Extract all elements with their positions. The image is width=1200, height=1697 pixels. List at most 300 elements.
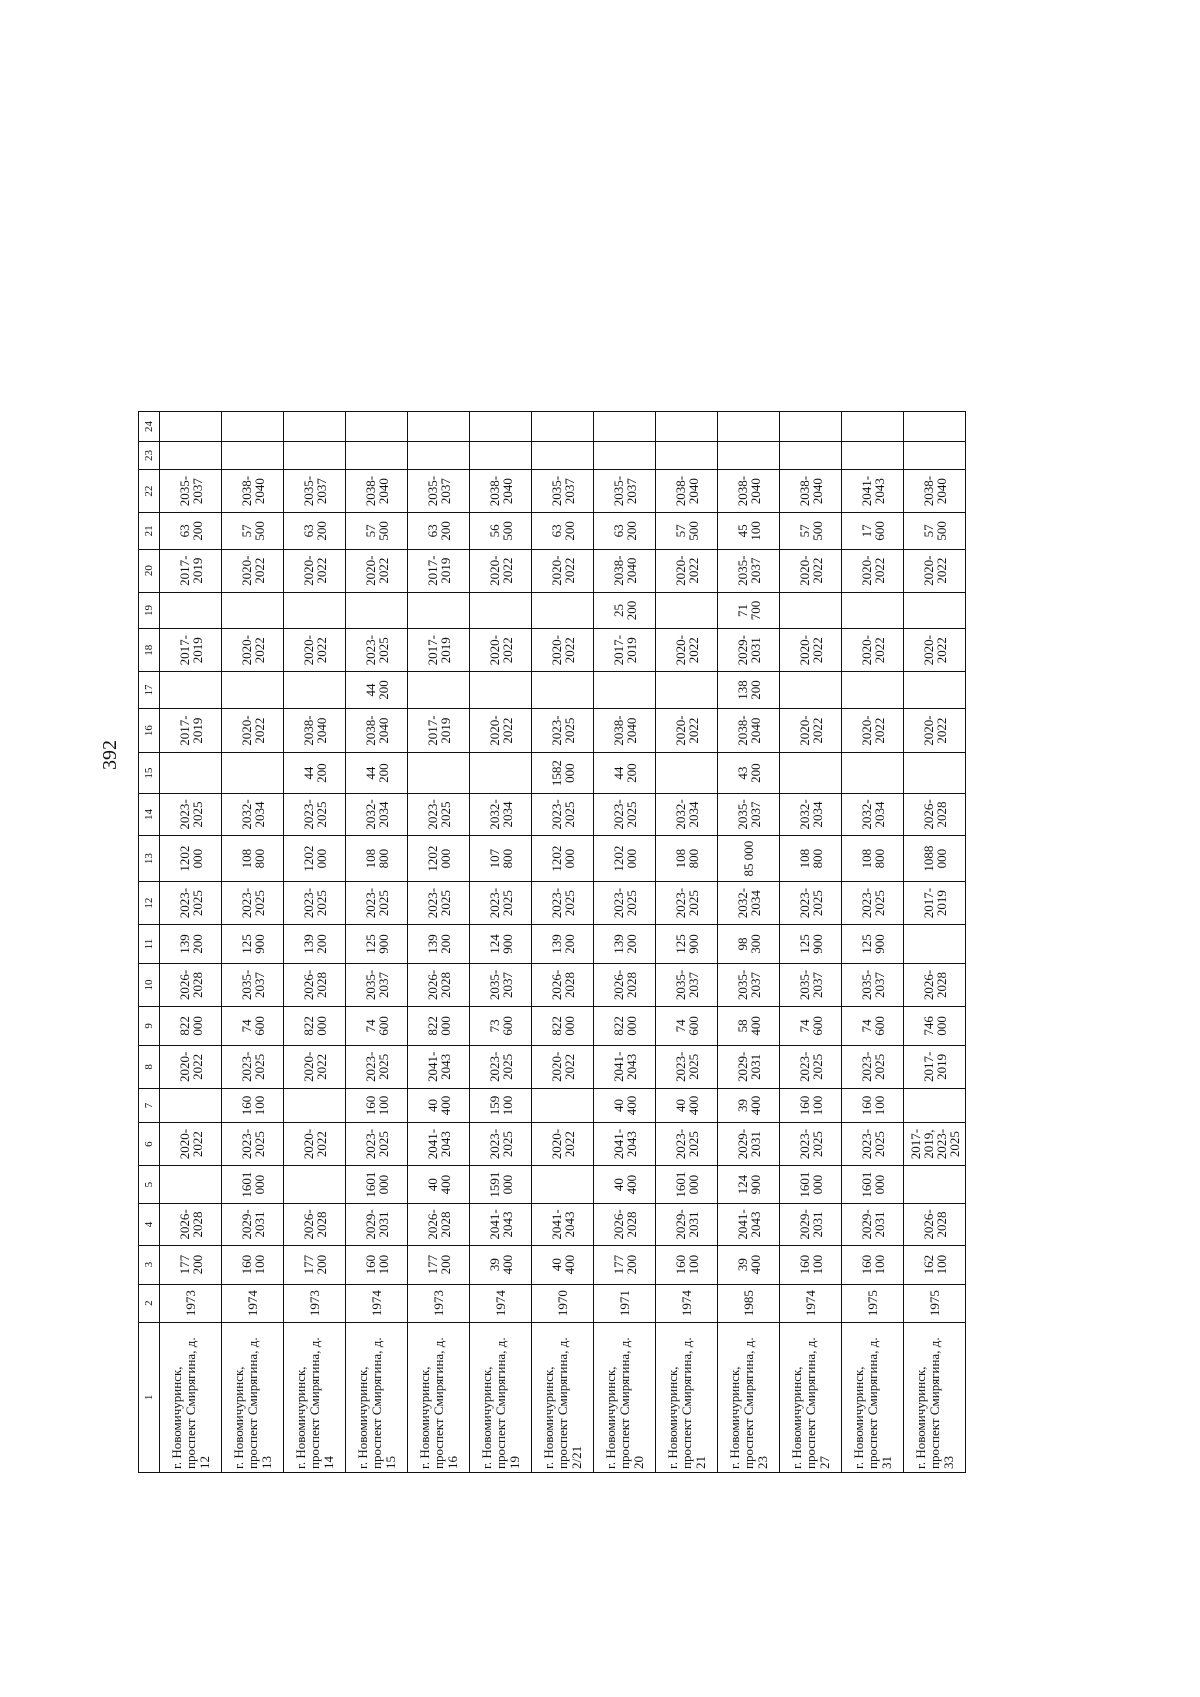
table-cell-col-8: 2023-2025 bbox=[346, 1045, 408, 1088]
column-number-15: 15 bbox=[139, 753, 160, 793]
table-cell-col-5: 1601 000 bbox=[222, 1166, 284, 1204]
table-cell-col-12: 2023-2025 bbox=[532, 882, 594, 925]
table-cell-col-11: 139 200 bbox=[160, 925, 222, 964]
table-cell-col-10: 2026-2028 bbox=[160, 963, 222, 1006]
table-cell-col-9: 822 000 bbox=[284, 1007, 346, 1046]
table-cell-col-3: 177 200 bbox=[408, 1245, 470, 1284]
table-cell-col-20: 2020-2022 bbox=[656, 549, 718, 592]
table-cell-col-16: 2020-2022 bbox=[222, 708, 284, 753]
table-cell-col-9: 822 000 bbox=[532, 1007, 594, 1046]
table-cell-col-9: 74 600 bbox=[842, 1007, 904, 1046]
table-cell-col-18: 2020-2022 bbox=[656, 629, 718, 672]
table-cell-col-7: 160 100 bbox=[842, 1088, 904, 1122]
table-cell-col-14: 2032-2034 bbox=[842, 793, 904, 835]
table-cell-col-19: 25 200 bbox=[594, 592, 656, 628]
table-cell-col-21: 63 200 bbox=[408, 513, 470, 549]
table-cell-col-17: 44 200 bbox=[346, 672, 408, 708]
column-number-13: 13 bbox=[139, 836, 160, 882]
table-cell-col-14: 2032-2034 bbox=[346, 793, 408, 835]
table-cell-col-8: 2020-2022 bbox=[284, 1045, 346, 1088]
table-cell-col-4: 2026-2028 bbox=[594, 1204, 656, 1246]
table-cell-col-16: 2020-2022 bbox=[656, 708, 718, 753]
table-cell-col-2: 1974 bbox=[470, 1284, 532, 1322]
table-cell-col-14: 2023-2025 bbox=[284, 793, 346, 835]
table-cell-col-23 bbox=[160, 441, 222, 469]
table-cell-col-8: 2041-2043 bbox=[408, 1045, 470, 1088]
table-cell-col-15 bbox=[780, 753, 842, 793]
table-row bbox=[408, 412, 470, 1473]
table-cell-col-8: 2029-2031 bbox=[718, 1045, 780, 1088]
table-cell-col-21: 57 500 bbox=[904, 513, 966, 549]
address-cell: г. Новомичуринск, проспект Смирягина, д. 33 bbox=[904, 1322, 966, 1472]
table-cell-col-19 bbox=[532, 592, 594, 628]
column-number-16: 16 bbox=[139, 708, 160, 753]
table-cell-col-6: 2023-2025 bbox=[656, 1123, 718, 1166]
table-cell-col-21: 57 500 bbox=[222, 513, 284, 549]
address-cell: г. Новомичуринск, проспект Смирягина, д. 20 bbox=[594, 1322, 656, 1472]
table-cell-col-4: 2029-2031 bbox=[346, 1204, 408, 1246]
page-number: 392 bbox=[99, 740, 121, 770]
table-cell-col-3: 39 400 bbox=[718, 1245, 780, 1284]
column-number-18: 18 bbox=[139, 629, 160, 672]
table-cell-col-15 bbox=[408, 753, 470, 793]
table-cell-col-2: 1973 bbox=[408, 1284, 470, 1322]
table-cell-col-11: 98 300 bbox=[718, 925, 780, 964]
table-cell-col-10: 2035-2037 bbox=[718, 963, 780, 1006]
table-cell-col-3: 177 200 bbox=[594, 1245, 656, 1284]
table-cell-col-13: 108 800 bbox=[346, 836, 408, 882]
table-cell-col-4: 2026-2028 bbox=[284, 1204, 346, 1246]
table-cell-col-12: 2032-2034 bbox=[718, 882, 780, 925]
table-cell-col-14: 2023-2025 bbox=[160, 793, 222, 835]
table-cell-col-19 bbox=[470, 592, 532, 628]
table-cell-col-19 bbox=[160, 592, 222, 628]
column-number-22: 22 bbox=[139, 470, 160, 513]
table-cell-col-20: 2038-2040 bbox=[594, 549, 656, 592]
table-cell-col-10: 2035-2037 bbox=[842, 963, 904, 1006]
table-cell-col-4: 2041-2043 bbox=[532, 1204, 594, 1246]
table-cell-col-2: 1985 bbox=[718, 1284, 780, 1322]
table-cell-col-22: 2038-2040 bbox=[904, 470, 966, 513]
table-row bbox=[904, 412, 966, 1473]
table-cell-col-13: 108 800 bbox=[656, 836, 718, 882]
table-row bbox=[842, 412, 904, 1473]
table-cell-col-23 bbox=[780, 441, 842, 469]
table-cell-col-3: 160 100 bbox=[656, 1245, 718, 1284]
table-cell-col-20: 2020-2022 bbox=[470, 549, 532, 592]
table-cell-col-9: 74 600 bbox=[656, 1007, 718, 1046]
table-cell-col-19 bbox=[656, 592, 718, 628]
table-cell-col-18: 2020-2022 bbox=[222, 629, 284, 672]
table-row bbox=[160, 412, 222, 1473]
table-cell-col-3: 160 100 bbox=[842, 1245, 904, 1284]
table-cell-col-22: 2038-2040 bbox=[718, 470, 780, 513]
repair-schedule-table bbox=[138, 411, 966, 1473]
table-cell-col-2: 1971 bbox=[594, 1284, 656, 1322]
table-cell-col-13: 1202 000 bbox=[594, 836, 656, 882]
table-cell-col-9: 746 000 bbox=[904, 1007, 966, 1046]
table-cell-col-16: 2017-2019 bbox=[408, 708, 470, 753]
table-cell-col-18: 2017-2019 bbox=[408, 629, 470, 672]
table-cell-col-19 bbox=[346, 592, 408, 628]
table-cell-col-12: 2023-2025 bbox=[222, 882, 284, 925]
table-cell-col-12: 2023-2025 bbox=[470, 882, 532, 925]
table-cell-col-11 bbox=[904, 925, 966, 964]
table-cell-col-22: 2038-2040 bbox=[346, 470, 408, 513]
table-cell-col-14: 2032-2034 bbox=[656, 793, 718, 835]
table-cell-col-17 bbox=[904, 672, 966, 708]
table-cell-col-5: 1601 000 bbox=[656, 1166, 718, 1204]
table-cell-col-17 bbox=[470, 672, 532, 708]
table-cell-col-14: 2023-2025 bbox=[532, 793, 594, 835]
table-cell-col-2: 1975 bbox=[842, 1284, 904, 1322]
table-cell-col-21: 63 200 bbox=[284, 513, 346, 549]
table-cell-col-17 bbox=[408, 672, 470, 708]
table-cell-col-22: 2035-2037 bbox=[532, 470, 594, 513]
table-cell-col-9: 822 000 bbox=[160, 1007, 222, 1046]
table-cell-col-5: 1591 000 bbox=[470, 1166, 532, 1204]
table-cell-col-18: 2017-2019 bbox=[594, 629, 656, 672]
table-cell-col-19: 71 700 bbox=[718, 592, 780, 628]
table-cell-col-17 bbox=[222, 672, 284, 708]
table-cell-col-24 bbox=[160, 412, 222, 442]
table-cell-col-8: 2023-2025 bbox=[656, 1045, 718, 1088]
table-cell-col-7 bbox=[284, 1088, 346, 1122]
table-cell-col-4: 2041-2043 bbox=[470, 1204, 532, 1246]
table-cell-col-18: 2020-2022 bbox=[904, 629, 966, 672]
table-cell-col-13: 1088 000 bbox=[904, 836, 966, 882]
table-cell-col-2: 1973 bbox=[160, 1284, 222, 1322]
table-cell-col-2: 1973 bbox=[284, 1284, 346, 1322]
address-cell: г. Новомичуринск, проспект Смирягина, д. 21 bbox=[656, 1322, 718, 1472]
table-cell-col-7: 40 400 bbox=[594, 1088, 656, 1122]
table-cell-col-2: 1974 bbox=[346, 1284, 408, 1322]
column-number-20: 20 bbox=[139, 549, 160, 592]
address-cell: г. Новомичуринск, проспект Смирягина, д. 16 bbox=[408, 1322, 470, 1472]
table-cell-col-10: 2026-2028 bbox=[904, 963, 966, 1006]
column-number-14: 14 bbox=[139, 793, 160, 835]
table-cell-col-4: 2029-2031 bbox=[780, 1204, 842, 1246]
table-cell-col-9: 74 600 bbox=[222, 1007, 284, 1046]
table-cell-col-15 bbox=[470, 753, 532, 793]
table-cell-col-14: 2032-2034 bbox=[470, 793, 532, 835]
table-cell-col-12: 2023-2025 bbox=[780, 882, 842, 925]
table-cell-col-21: 63 200 bbox=[160, 513, 222, 549]
table-cell-col-24 bbox=[656, 412, 718, 442]
table-cell-col-15 bbox=[904, 753, 966, 793]
table-cell-col-10: 2035-2037 bbox=[656, 963, 718, 1006]
column-number-24: 24 bbox=[139, 412, 160, 442]
table-cell-col-6: 2041-2043 bbox=[594, 1123, 656, 1166]
table-cell-col-6: 2041-2043 bbox=[408, 1123, 470, 1166]
table-cell-col-12: 2023-2025 bbox=[346, 882, 408, 925]
table-cell-col-10: 2026-2028 bbox=[594, 963, 656, 1006]
column-number-3: 3 bbox=[139, 1245, 160, 1284]
table-cell-col-10: 2035-2037 bbox=[780, 963, 842, 1006]
table-cell-col-2: 1974 bbox=[656, 1284, 718, 1322]
table-cell-col-12: 2023-2025 bbox=[656, 882, 718, 925]
table-cell-col-5: 40 400 bbox=[408, 1166, 470, 1204]
table-cell-col-16: 2023-2025 bbox=[532, 708, 594, 753]
table-cell-col-15: 1582 000 bbox=[532, 753, 594, 793]
table-cell-col-10: 2035-2037 bbox=[222, 963, 284, 1006]
table-cell-col-8: 2023-2025 bbox=[842, 1045, 904, 1088]
table-cell-col-13: 1202 000 bbox=[408, 836, 470, 882]
table-row bbox=[532, 412, 594, 1473]
table-cell-col-2: 1974 bbox=[780, 1284, 842, 1322]
table-cell-col-7: 160 100 bbox=[780, 1088, 842, 1122]
table-row bbox=[284, 412, 346, 1473]
rotated-table-sheet bbox=[138, 411, 966, 1473]
table-cell-col-21: 57 500 bbox=[780, 513, 842, 549]
table-cell-col-13: 1202 000 bbox=[160, 836, 222, 882]
table-cell-col-23 bbox=[718, 441, 780, 469]
table-cell-col-11: 139 200 bbox=[594, 925, 656, 964]
table-cell-col-4: 2026-2028 bbox=[160, 1204, 222, 1246]
table-cell-col-9: 73 600 bbox=[470, 1007, 532, 1046]
table-row bbox=[470, 412, 532, 1473]
table-cell-col-21: 57 500 bbox=[346, 513, 408, 549]
table-cell-col-13: 1202 000 bbox=[532, 836, 594, 882]
table-cell-col-16: 2020-2022 bbox=[842, 708, 904, 753]
table-cell-col-3: 162 100 bbox=[904, 1245, 966, 1284]
table-cell-col-24 bbox=[532, 412, 594, 442]
column-number-7: 7 bbox=[139, 1088, 160, 1122]
table-cell-col-8: 2017-2019 bbox=[904, 1045, 966, 1088]
table-cell-col-16: 2038-2040 bbox=[284, 708, 346, 753]
table-cell-col-2: 1975 bbox=[904, 1284, 966, 1322]
table-cell-col-8: 2020-2022 bbox=[532, 1045, 594, 1088]
table-cell-col-8: 2023-2025 bbox=[780, 1045, 842, 1088]
table-cell-col-20: 2020-2022 bbox=[284, 549, 346, 592]
table-cell-col-24 bbox=[594, 412, 656, 442]
table-cell-col-5 bbox=[532, 1166, 594, 1204]
table-cell-col-18: 2017-2019 bbox=[160, 629, 222, 672]
column-number-9: 9 bbox=[139, 1007, 160, 1046]
table-cell-col-23 bbox=[656, 441, 718, 469]
table-cell-col-10: 2026-2028 bbox=[532, 963, 594, 1006]
table-cell-col-4: 2041-2043 bbox=[718, 1204, 780, 1246]
table-cell-col-16: 2017-2019 bbox=[160, 708, 222, 753]
table-cell-col-7: 39 400 bbox=[718, 1088, 780, 1122]
table-cell-col-15: 44 200 bbox=[346, 753, 408, 793]
table-cell-col-7: 40 400 bbox=[656, 1088, 718, 1122]
table-cell-col-19 bbox=[284, 592, 346, 628]
table-cell-col-10: 2035-2037 bbox=[470, 963, 532, 1006]
table-cell-col-11: 124 900 bbox=[470, 925, 532, 964]
table-cell-col-6: 2023-2025 bbox=[842, 1123, 904, 1166]
table-cell-col-22: 2038-2040 bbox=[780, 470, 842, 513]
table-cell-col-11: 125 900 bbox=[346, 925, 408, 964]
table-cell-col-23 bbox=[346, 441, 408, 469]
table-row bbox=[594, 412, 656, 1473]
table-cell-col-15: 43 200 bbox=[718, 753, 780, 793]
table-cell-col-7: 159 100 bbox=[470, 1088, 532, 1122]
column-number-23: 23 bbox=[139, 441, 160, 469]
table-cell-col-22: 2041-2043 bbox=[842, 470, 904, 513]
table-cell-col-8: 2041-2043 bbox=[594, 1045, 656, 1088]
table-cell-col-9: 74 600 bbox=[780, 1007, 842, 1046]
table-cell-col-23 bbox=[594, 441, 656, 469]
table-cell-col-2: 1974 bbox=[222, 1284, 284, 1322]
table-cell-col-15: 44 200 bbox=[594, 753, 656, 793]
table-cell-col-16: 2038-2040 bbox=[346, 708, 408, 753]
table-cell-col-17 bbox=[842, 672, 904, 708]
table-cell-col-7 bbox=[904, 1088, 966, 1122]
table-cell-col-7 bbox=[532, 1088, 594, 1122]
table-row bbox=[222, 412, 284, 1473]
table-body bbox=[160, 412, 966, 1473]
column-number-5: 5 bbox=[139, 1166, 160, 1204]
table-cell-col-11: 125 900 bbox=[842, 925, 904, 964]
table-cell-col-18: 2029-2031 bbox=[718, 629, 780, 672]
table-cell-col-18: 2020-2022 bbox=[470, 629, 532, 672]
table-cell-col-20: 2020-2022 bbox=[842, 549, 904, 592]
column-number-10: 10 bbox=[139, 963, 160, 1006]
table-cell-col-4: 2026-2028 bbox=[408, 1204, 470, 1246]
table-cell-col-24 bbox=[284, 412, 346, 442]
address-cell: г. Новомичуринск, проспект Смирягина, д. 15 bbox=[346, 1322, 408, 1472]
table-cell-col-13: 108 800 bbox=[780, 836, 842, 882]
table-cell-col-4: 2029-2031 bbox=[222, 1204, 284, 1246]
table-cell-col-21: 57 500 bbox=[656, 513, 718, 549]
table-cell-col-5: 1601 000 bbox=[346, 1166, 408, 1204]
table-cell-col-15: 44 200 bbox=[284, 753, 346, 793]
table-cell-col-15 bbox=[222, 753, 284, 793]
table-cell-col-10: 2026-2028 bbox=[284, 963, 346, 1006]
table-cell-col-19 bbox=[842, 592, 904, 628]
table-cell-col-23 bbox=[408, 441, 470, 469]
table-cell-col-6: 2023-2025 bbox=[222, 1123, 284, 1166]
table-cell-col-24 bbox=[408, 412, 470, 442]
table-cell-col-17 bbox=[656, 672, 718, 708]
table-cell-col-18: 2020-2022 bbox=[842, 629, 904, 672]
table-cell-col-13: 107 800 bbox=[470, 836, 532, 882]
table-cell-col-18: 2020-2022 bbox=[780, 629, 842, 672]
table-cell-col-18: 2023-2025 bbox=[346, 629, 408, 672]
table-cell-col-17 bbox=[160, 672, 222, 708]
table-cell-col-23 bbox=[842, 441, 904, 469]
table-cell-col-14: 2023-2025 bbox=[408, 793, 470, 835]
table-cell-col-12: 2023-2025 bbox=[160, 882, 222, 925]
table-cell-col-20: 2020-2022 bbox=[346, 549, 408, 592]
table-cell-col-21: 56 500 bbox=[470, 513, 532, 549]
table-cell-col-6: 2023-2025 bbox=[780, 1123, 842, 1166]
table-cell-col-20: 2020-2022 bbox=[904, 549, 966, 592]
column-number-17: 17 bbox=[139, 672, 160, 708]
table-cell-col-6: 2020-2022 bbox=[284, 1123, 346, 1166]
table-cell-col-21: 45 100 bbox=[718, 513, 780, 549]
table-cell-col-23 bbox=[284, 441, 346, 469]
table-cell-col-24 bbox=[780, 412, 842, 442]
table-cell-col-10: 2026-2028 bbox=[408, 963, 470, 1006]
table-cell-col-8: 2023-2025 bbox=[222, 1045, 284, 1088]
address-cell: г. Новомичуринск, проспект Смирягина, д. 31 bbox=[842, 1322, 904, 1472]
table-cell-col-14: 2023-2025 bbox=[594, 793, 656, 835]
table-cell-col-18: 2020-2022 bbox=[284, 629, 346, 672]
table-cell-col-4: 2029-2031 bbox=[656, 1204, 718, 1246]
table-cell-col-23 bbox=[532, 441, 594, 469]
column-number-row bbox=[139, 412, 160, 1473]
table-cell-col-11: 125 900 bbox=[656, 925, 718, 964]
table-cell-col-16: 2038-2040 bbox=[718, 708, 780, 753]
table-cell-col-20: 2020-2022 bbox=[532, 549, 594, 592]
table-cell-col-23 bbox=[470, 441, 532, 469]
table-cell-col-6: 2023-2025 bbox=[346, 1123, 408, 1166]
table-cell-col-2: 1970 bbox=[532, 1284, 594, 1322]
table-cell-col-24 bbox=[904, 412, 966, 442]
table-cell-col-6: 2020-2022 bbox=[532, 1123, 594, 1166]
table-cell-col-9: 822 000 bbox=[594, 1007, 656, 1046]
table-cell-col-19 bbox=[222, 592, 284, 628]
table-cell-col-24 bbox=[346, 412, 408, 442]
column-number-21: 21 bbox=[139, 513, 160, 549]
table-cell-col-22: 2035-2037 bbox=[408, 470, 470, 513]
table-row bbox=[656, 412, 718, 1473]
table-cell-col-14: 2035-2037 bbox=[718, 793, 780, 835]
table-cell-col-12: 2023-2025 bbox=[842, 882, 904, 925]
table-cell-col-3: 40 400 bbox=[532, 1245, 594, 1284]
table-cell-col-22: 2038-2040 bbox=[470, 470, 532, 513]
table-cell-col-24 bbox=[470, 412, 532, 442]
table-cell-col-11: 139 200 bbox=[532, 925, 594, 964]
address-cell: г. Новомичуринск, проспект Смирягина, д. 23 bbox=[718, 1322, 780, 1472]
table-cell-col-7: 40 400 bbox=[408, 1088, 470, 1122]
table-cell-col-11: 125 900 bbox=[222, 925, 284, 964]
table-cell-col-24 bbox=[222, 412, 284, 442]
column-number-4: 4 bbox=[139, 1204, 160, 1246]
table-cell-col-3: 160 100 bbox=[780, 1245, 842, 1284]
table-cell-col-15 bbox=[160, 753, 222, 793]
table-row bbox=[346, 412, 408, 1473]
table-cell-col-20: 2017-2019 bbox=[408, 549, 470, 592]
column-number-12: 12 bbox=[139, 882, 160, 925]
table-cell-col-24 bbox=[718, 412, 780, 442]
column-number-11: 11 bbox=[139, 925, 160, 964]
table-cell-col-9: 822 000 bbox=[408, 1007, 470, 1046]
table-cell-col-5 bbox=[904, 1166, 966, 1204]
table-cell-col-10: 2035-2037 bbox=[346, 963, 408, 1006]
table-cell-col-21: 63 200 bbox=[532, 513, 594, 549]
table-cell-col-22: 2038-2040 bbox=[222, 470, 284, 513]
table-cell-col-7 bbox=[160, 1088, 222, 1122]
table-cell-col-7: 160 100 bbox=[346, 1088, 408, 1122]
table-cell-col-5: 124 900 bbox=[718, 1166, 780, 1204]
table-cell-col-5: 40 400 bbox=[594, 1166, 656, 1204]
table-cell-col-6: 2017-2019, 2023-2025 bbox=[904, 1123, 966, 1166]
table-cell-col-16: 2020-2022 bbox=[780, 708, 842, 753]
table-cell-col-16: 2020-2022 bbox=[470, 708, 532, 753]
table-cell-col-23 bbox=[904, 441, 966, 469]
table-cell-col-14: 2032-2034 bbox=[222, 793, 284, 835]
table-cell-col-17 bbox=[780, 672, 842, 708]
table-cell-col-22: 2035-2037 bbox=[160, 470, 222, 513]
table-cell-col-3: 39 400 bbox=[470, 1245, 532, 1284]
table-cell-col-21: 63 200 bbox=[594, 513, 656, 549]
table-cell-col-13: 1202 000 bbox=[284, 836, 346, 882]
table-cell-col-3: 177 200 bbox=[160, 1245, 222, 1284]
column-number-1: 1 bbox=[139, 1322, 160, 1472]
table-cell-col-11: 139 200 bbox=[284, 925, 346, 964]
table-cell-col-12: 2023-2025 bbox=[284, 882, 346, 925]
table-cell-col-6: 2020-2022 bbox=[160, 1123, 222, 1166]
table-cell-col-12: 2017-2019 bbox=[904, 882, 966, 925]
table-cell-col-3: 177 200 bbox=[284, 1245, 346, 1284]
table-cell-col-14: 2032-2034 bbox=[780, 793, 842, 835]
table-cell-col-17 bbox=[594, 672, 656, 708]
address-cell: г. Новомичуринск, проспект Смирягина, д. 2/21 bbox=[532, 1322, 594, 1472]
address-cell: г. Новомичуринск, проспект Смирягина, д. 14 bbox=[284, 1322, 346, 1472]
